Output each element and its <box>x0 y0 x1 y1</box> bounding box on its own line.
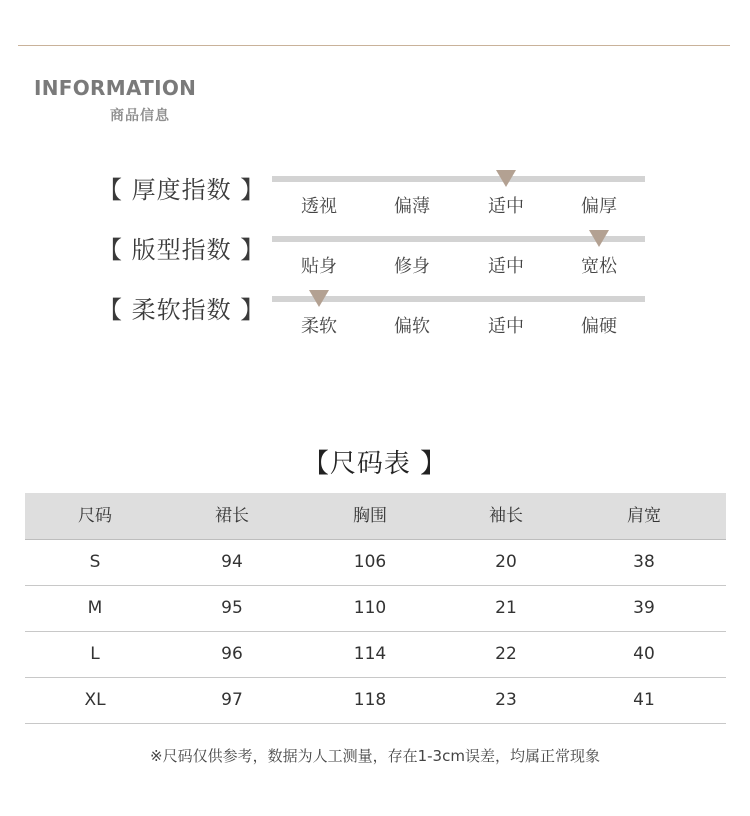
table-cell: 39 <box>633 598 655 618</box>
rating-option: 偏软 <box>394 316 430 337</box>
rating-label: 【 版型指数 】 <box>98 236 266 264</box>
rating-marker-icon <box>309 290 329 307</box>
rating-option: 偏厚 <box>581 196 617 217</box>
top-divider <box>18 45 730 46</box>
table-cell: 41 <box>633 690 655 710</box>
table-header-cell: 袖长 <box>489 506 523 526</box>
size-note: ※尺码仅供参考，数据为人工测量，存在1-3cm误差，均属正常现象 <box>150 747 600 765</box>
table-cell: 97 <box>221 690 243 710</box>
rating-option: 偏薄 <box>394 196 430 217</box>
rating-option: 透视 <box>301 196 337 217</box>
table-header-cell: 尺码 <box>78 506 112 526</box>
rating-track <box>272 176 645 182</box>
table-cell: XL <box>84 690 106 710</box>
rating-option: 适中 <box>488 256 524 277</box>
table-cell: M <box>87 598 103 618</box>
table-cell: S <box>89 552 101 572</box>
rating-option: 贴身 <box>301 256 337 277</box>
table-cell: 40 <box>633 644 655 664</box>
rating-option: 偏硬 <box>581 316 617 337</box>
table-cell: 20 <box>495 552 517 572</box>
rating-marker-icon <box>496 170 516 187</box>
rating-option: 适中 <box>488 316 524 337</box>
rating-option: 宽松 <box>581 256 617 277</box>
rating-label: 【 厚度指数 】 <box>98 176 266 204</box>
table-cell: 95 <box>221 598 243 618</box>
table-cell: 23 <box>495 690 517 710</box>
rating-label: 【 柔软指数 】 <box>98 296 266 324</box>
table-row <box>25 585 726 632</box>
table-cell: 114 <box>353 644 387 664</box>
table-cell: 21 <box>495 598 517 618</box>
table-header-row <box>25 493 726 540</box>
info-subtitle: 商品信息 <box>110 108 170 124</box>
table-cell: 22 <box>495 644 517 664</box>
table-row <box>25 631 726 678</box>
table-header-cell: 裙长 <box>215 506 249 526</box>
table-cell: L <box>90 644 100 664</box>
table-cell: 106 <box>353 552 387 572</box>
rating-option: 修身 <box>394 256 430 277</box>
rating-option: 柔软 <box>301 316 337 337</box>
table-cell: 38 <box>633 552 655 572</box>
table-row <box>25 677 726 724</box>
rating-marker-icon <box>589 230 609 247</box>
table-cell: 110 <box>353 598 387 618</box>
table-cell: 118 <box>353 690 387 710</box>
rating-option: 适中 <box>488 196 524 217</box>
table-cell: 96 <box>221 644 243 664</box>
info-title: INFORMATION <box>34 76 197 100</box>
table-header-cell: 胸围 <box>353 506 387 526</box>
size-chart-title: 【尺码表 】 <box>302 449 448 479</box>
table-row <box>25 539 726 586</box>
table-cell: 94 <box>221 552 243 572</box>
table-header-cell: 肩宽 <box>627 506 661 526</box>
